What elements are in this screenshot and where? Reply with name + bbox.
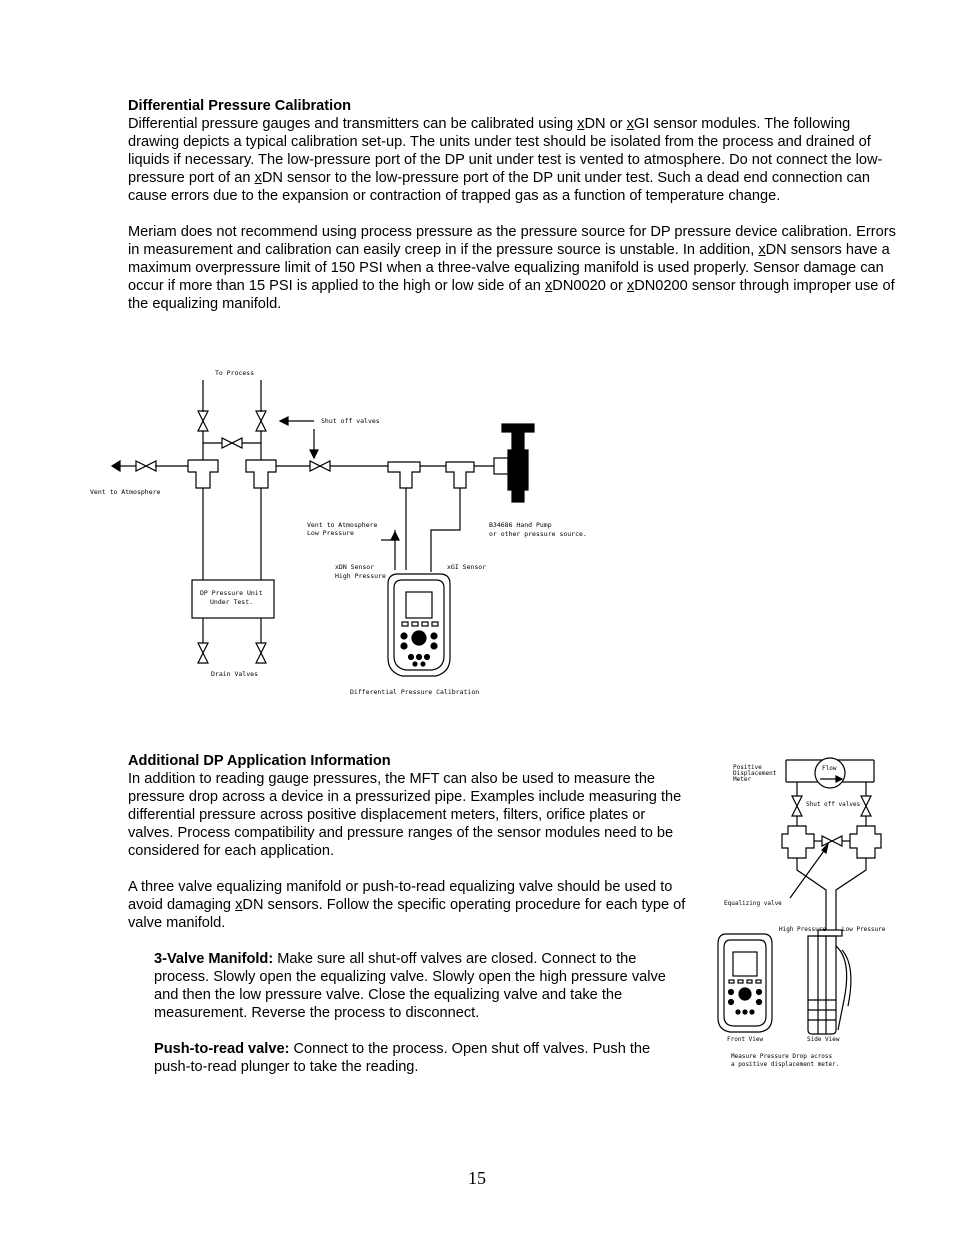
underlined-prefix: x <box>758 242 766 258</box>
label-diagram-caption: Differential Pressure Calibration <box>350 688 480 696</box>
text-run: DN0020 or <box>552 278 627 294</box>
pd-equalizing-valve <box>822 836 842 846</box>
label-hand-pump-2: or other pressure source. <box>489 530 587 538</box>
underlined-prefix: x <box>235 897 243 913</box>
label-pd-meter-3: Meter <box>733 776 752 783</box>
label-xdn-sensor-1: xDN Sensor <box>335 563 375 571</box>
shutoff-valve-right <box>256 411 266 431</box>
shutoff-valve-left <box>198 411 208 431</box>
label-drain-valves: Drain Valves <box>211 670 258 678</box>
text-run: Differential pressure gauges and transmitters can be calibrated using <box>128 116 578 132</box>
underlined-prefix: x <box>544 278 553 294</box>
label-shut-off-valves: Shut off valves <box>321 417 380 425</box>
label-flow: Flow <box>822 765 837 772</box>
underlined-prefix: x <box>626 278 635 294</box>
shutoff-valve-main <box>310 461 330 471</box>
label-dp-unit-2: Under Test. <box>210 598 254 606</box>
pd-shutoff-right <box>861 796 871 816</box>
manifold-label: 3-Valve Manifold: <box>154 951 274 967</box>
text-run: GI sensor modules. The following drawing depicts a typical calibration set-up. The units under test should be isolated from the process and drained of liquids if necessary. The low-pressure port of the DP unit under test is vented to atmosphere. Do not connect the low-pressure port of an <box>128 116 883 186</box>
label-front-view: Front View <box>727 1036 764 1043</box>
label-equalizing-valve: Equalizing valve <box>724 900 782 907</box>
text-run: Meriam does not recommend using process pressure as the pressure source for DP pressure device calibration. Errors in measurement and calibration can easily creep in if the pressure source is unstable. In addition, <box>128 224 896 258</box>
pressure-drop-diagram-labels <box>724 764 886 1068</box>
label-vent-to-atmosphere: Vent to Atmosphere <box>90 488 161 496</box>
push-text: Connect to the process. Open shut off valves. Push the push-to-read plunger to take the reading. <box>154 1041 651 1075</box>
equalizing-valve-1 <box>222 438 242 448</box>
label-pd-meter-1: Positive <box>733 764 762 771</box>
mft-device-front <box>718 934 772 1032</box>
vent-valve <box>136 461 156 471</box>
hand-pump <box>494 424 534 502</box>
mft-device-1 <box>388 574 450 676</box>
pd-shutoff-left <box>792 796 802 816</box>
text-run: DN0200 sensor through improper use of the equalizing manifold. <box>128 278 895 312</box>
label-vent-low-1: Vent to Atmosphere <box>307 521 378 529</box>
label-low-pressure: Low Pressure <box>842 926 886 933</box>
section-heading-calibration: Differential Pressure Calibration <box>128 98 352 114</box>
underlined-prefix: x <box>626 116 634 132</box>
text-run: DN sensor to the low-pressure port of the DP unit under test. Such a dead end connection can cause errors due to the expansion or contraction of trapped gas as a function of temperature change. <box>128 170 871 204</box>
label-hand-pump-1: B34686 Hand Pump <box>489 521 552 529</box>
label-xgi-sensor: xGI Sensor <box>447 563 487 571</box>
label-side-view: Side View <box>807 1036 840 1043</box>
text-run: DN sensors. Follow the specific operating procedure for each type of valve manifold. <box>128 897 686 931</box>
push-label: Push-to-read valve: <box>154 1041 290 1057</box>
label-dp-unit-1: DP Pressure Unit <box>200 589 263 597</box>
pd-meter-icon <box>815 758 845 788</box>
drain-valve-left <box>198 643 208 663</box>
label-high-pressure: High Pressure <box>779 926 826 933</box>
label-pd-caption-2: a positive displacement meter. <box>731 1061 840 1068</box>
page-number: 15 <box>468 1168 486 1188</box>
section-heading-additional: Additional DP Application Information <box>128 753 391 769</box>
label-xdn-sensor-2: High Pressure <box>335 572 386 580</box>
additional-paragraph-1: In addition to reading gauge pressures, the MFT can also be used to measure the pressure drop across a device in a pressurized pipe. Examples include measuring the differential pressure across positive displacement meters, filters, orifice plates or valves. Process compatibility and pressure ranges of the sensor modules need to be considered for each application. <box>128 771 682 859</box>
underlined-prefix: x <box>577 116 585 132</box>
underlined-prefix: x <box>254 170 262 186</box>
text-run: A three valve equalizing manifold or push-to-read equalizing valve should be used to avoid damaging <box>128 879 673 913</box>
text-run: DN or <box>584 116 627 132</box>
manifold-text: Make sure all shut-off valves are closed. Connect to the process. Slowly open the equalizing valve. Slowly open the high pressure valve and then the low pressure valve. Close the equalizing valve and take the measurement. Reverse the process to disconnect. <box>154 951 666 1021</box>
label-pd-shut-off-valves: Shut off valves <box>806 801 861 808</box>
label-to-process: To Process <box>215 369 255 377</box>
mft-device-side <box>808 936 851 1034</box>
drain-valve-right <box>256 643 266 663</box>
label-pd-caption-1: Measure Pressure Drop across <box>731 1053 833 1060</box>
label-vent-low-2: Low Pressure <box>307 529 354 537</box>
text-run: DN sensors have a maximum overpressure limit of 150 PSI when a three-valve equalizing manifold is used properly. Sensor damage can occur if more than 15 PSI is applied to the high or low side of an <box>128 242 890 294</box>
calibration-diagram-labels <box>90 369 587 696</box>
label-pd-meter-2: Displacement <box>733 770 777 777</box>
pressure-drop-diagram <box>718 758 881 1034</box>
